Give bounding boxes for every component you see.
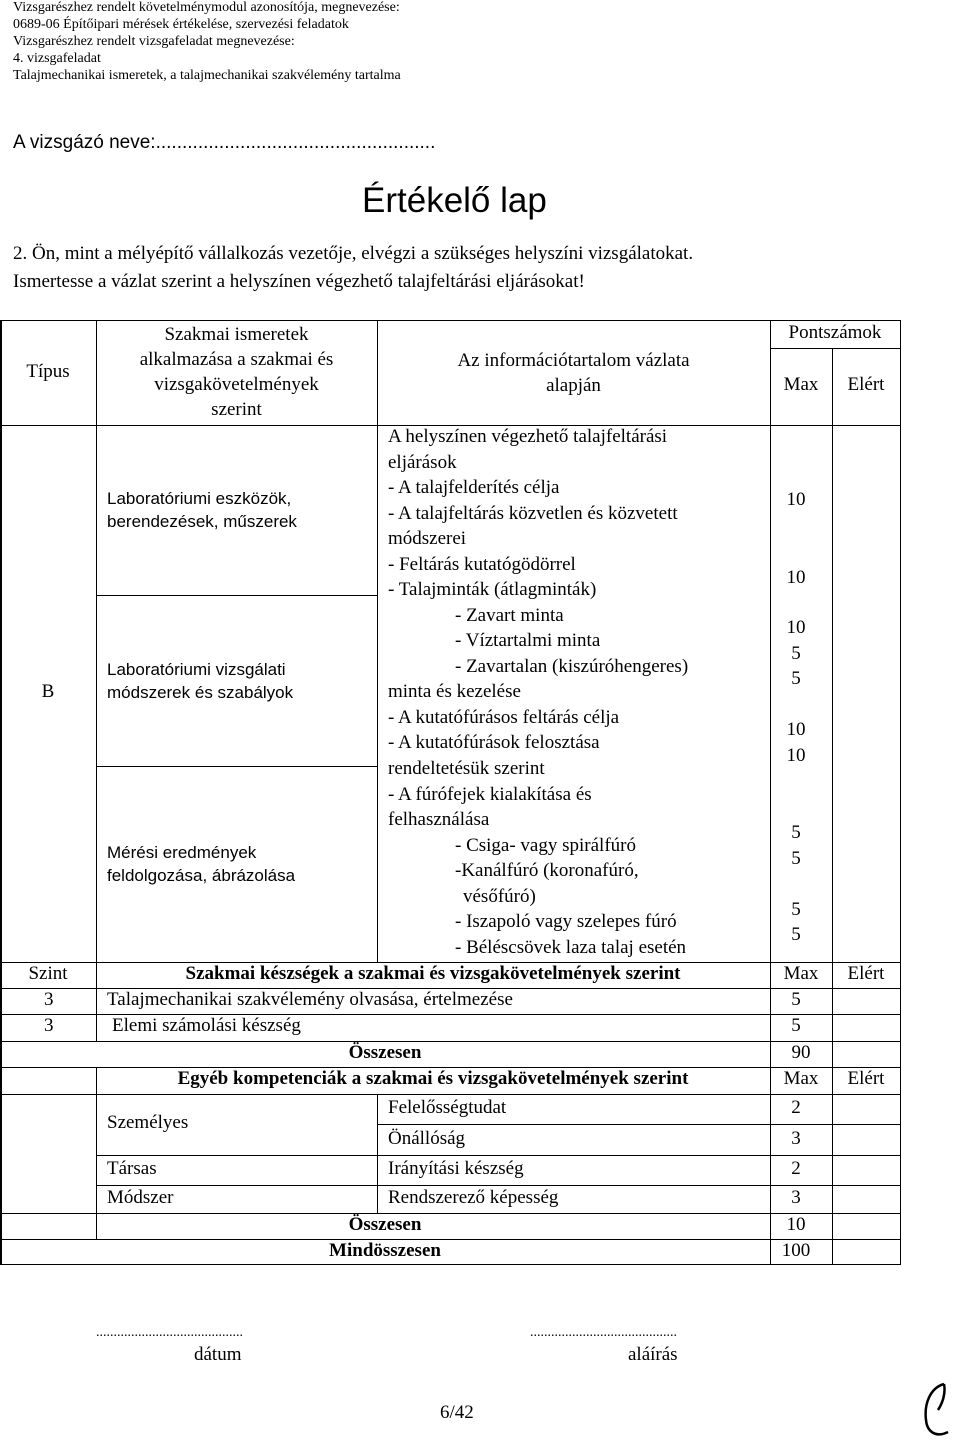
t1-max-value: 10 [786,617,806,638]
t3-group-label: Módszer [107,1187,174,1208]
t3-row-divider [96,1155,901,1156]
outline-line: minta és kezelése [388,681,521,702]
t3-row-divider [377,1124,901,1125]
t2-head-skills: Szakmai készségek a szakmai és vizsgakövetelmények szerint [185,963,681,984]
t3-grand-label: Mindösszesen [329,1240,441,1261]
outline-line: eljárások [388,452,457,473]
header-line-1: Vizsgarészhez rendelt követelménymodul azonosítója, megnevezése: [13,0,400,15]
t1-max-value: 5 [791,668,801,689]
outline-line: - Béléscsövek laza talaj esetén [455,937,687,958]
t3-grand-value: 100 [781,1240,811,1261]
t3-bottom-border [0,1264,901,1265]
outline-line: - Feltárás kutatógödörrel [388,554,576,575]
t1-knowledge-group-2 [107,658,293,704]
t3-total-label: Összesen [348,1214,422,1235]
t1-head-outline-line: Az információtartalom vázlata [457,350,690,371]
candidate-name-label: A vizsgázó neve:..................................................... [13,132,436,153]
outline-line: A helyszínen végezhető talajfeltárási [388,426,668,447]
outline-line: felhasználása [388,809,490,830]
t3-row-label: Rendszerező képesség [388,1187,559,1208]
header-line-2: 0689-06 Építőipari mérések értékelése, szervezési feladatok [13,17,349,32]
t3-row-max: 2 [791,1097,801,1118]
t3-row-max: 3 [791,1187,801,1208]
outline-line: - A kutatófúrásos feltárás célja [388,707,620,728]
t1-max-value: 10 [786,567,806,588]
t3-col-divider [377,1094,378,1214]
outline-line: vésőfúró) [463,886,536,907]
t1-head-knowledge-line: vizsgakövetelmények [154,374,319,395]
t2-elert-divider [832,962,833,1264]
header-line-5: Talajmechanikai ismeretek, a talajmechanikai szakvélemény tartalma [13,68,401,83]
t3-row-divider [96,1185,901,1186]
t3-row-max: 2 [791,1158,801,1179]
knowledge-group-line: Laboratóriumi eszközök, [107,489,292,508]
outline-line: - A talajfelderítés célja [388,477,560,498]
outline-line: rendeltetésük szerint [388,758,545,779]
handwritten-mark [918,1380,958,1442]
t1-knowledge-group-1 [107,487,297,533]
task-text-line-2: Ismertesse a vázlat szerint a helyszínen végezhető talajfeltárási eljárásokat! [13,271,585,292]
t3-head-elert: Elért [847,1068,885,1089]
t1-head-knowledge-line: szerint [211,399,262,420]
t1-col-divider-4 [832,348,833,963]
t1-head-knowledge [96,322,377,422]
t3-total-value: 10 [786,1214,806,1235]
t1-max-value: 5 [791,848,801,869]
knowledge-group-line: Laboratóriumi vizsgálati [107,660,286,679]
t1-head-max: Max [783,374,819,395]
t1-top-border [0,320,901,321]
t1-head-outline-line: alapján [546,375,601,396]
outline-line: - A fúrófejek kialakítása és [388,784,592,805]
knowledge-group-line: Mérési eredmények [107,843,257,862]
outline-line: - A kutatófúrások felosztása [388,732,600,753]
t1-head-knowledge-line: Szakmai ismeretek [164,324,309,345]
t1-points-subdivider [770,348,901,349]
page-title: Értékelő lap [362,181,547,220]
t1-head-type: Típus [26,361,70,382]
date-label: dátum [194,1344,242,1365]
outline-line: - Zavart minta [455,605,564,626]
t3-row-label: Önállóság [388,1128,466,1149]
t2-head-max: Max [783,963,819,984]
t3-row-label: Irányítási készség [388,1158,524,1179]
t1-head-points: Pontszámok [788,322,882,343]
t2-row-max: 5 [791,1015,801,1036]
date-dots: .......................................... [96,1325,243,1340]
t2-row-level: 3 [44,989,54,1010]
outline-line: - Zavartalan (kiszúróhengeres) [455,656,689,677]
page-number: 6/42 [440,1402,474,1423]
t1-knowledge-group-3 [107,841,295,887]
t1-left-border [0,320,2,963]
outline-line: módszerei [388,528,467,549]
t2-row-label: Talajmechanikai szakvélemény olvasása, értelmezése [107,989,513,1010]
t3-group-label: Társas [107,1158,157,1179]
t2-row-label: Elemi számolási készség [112,1015,301,1036]
t3-row-max: 3 [791,1128,801,1149]
t2-total-label: Összesen [348,1042,422,1063]
outline-line: - Csiga- vagy spirálfúró [455,835,636,856]
t1-type-value: B [41,681,55,702]
outline-line: - Talajminták (átlagminták) [388,579,597,600]
t3-group-label: Személyes [107,1112,189,1133]
t2-row-level: 3 [44,1015,54,1036]
t3-head-max: Max [783,1068,819,1089]
t1-head-elert: Elért [847,374,885,395]
t3-head: Egyéb kompetenciák a szakmai és vizsgakövetelmények szerint [177,1068,689,1089]
t1-max-value: 5 [791,924,801,945]
outline-line: - A talajfeltárás közvetlen és közvetett [388,503,678,524]
signature-label: aláírás [628,1344,678,1365]
task-text-line-1: 2. Ön, mint a mélyépítő vállalkozás vezetője, elvégzi a szükséges helyszíni vizsgálatokat. [13,243,694,264]
t1-right-border [900,320,901,963]
t3-row-label: Felelősségtudat [388,1097,507,1118]
t2-total-value: 90 [791,1042,811,1063]
t1-max-value: 10 [786,489,806,510]
t2-row-max: 5 [791,989,801,1010]
knowledge-group-line: berendezések, műszerek [107,512,297,531]
t1-group-divider-2 [96,766,377,767]
t1-head-knowledge-line: alkalmazása a szakmai és [139,349,334,370]
knowledge-group-line: feldolgozása, ábrázolása [107,866,296,885]
header-line-4: 4. vizsgafeladat [13,51,101,66]
outline-line: -Kanálfúró (koronafúró, [455,860,639,881]
t1-max-value: 5 [791,899,801,920]
header-line-3: Vizsgarészhez rendelt vizsgafeladat megnevezése: [13,34,295,49]
t2-head-elert: Elért [847,963,885,984]
outline-line: - Iszapoló vagy szelepes fúró [455,911,677,932]
signature-dots: .......................................... [530,1325,677,1340]
t1-col-divider-2 [377,320,378,963]
knowledge-group-line: módszerek és szabályok [107,683,294,702]
t2-head-level: Szint [28,963,68,984]
t1-head-outline [377,348,770,398]
t1-group-divider-1 [96,595,377,596]
t3-head-bottom [0,1094,901,1095]
t1-max-value: 10 [786,719,806,740]
t1-max-value: 5 [791,643,801,664]
t1-max-value: 10 [786,745,806,766]
t2-right-border [900,962,901,1264]
outline-line: - Víztartalmi minta [455,630,601,651]
t1-max-value: 5 [791,822,801,843]
